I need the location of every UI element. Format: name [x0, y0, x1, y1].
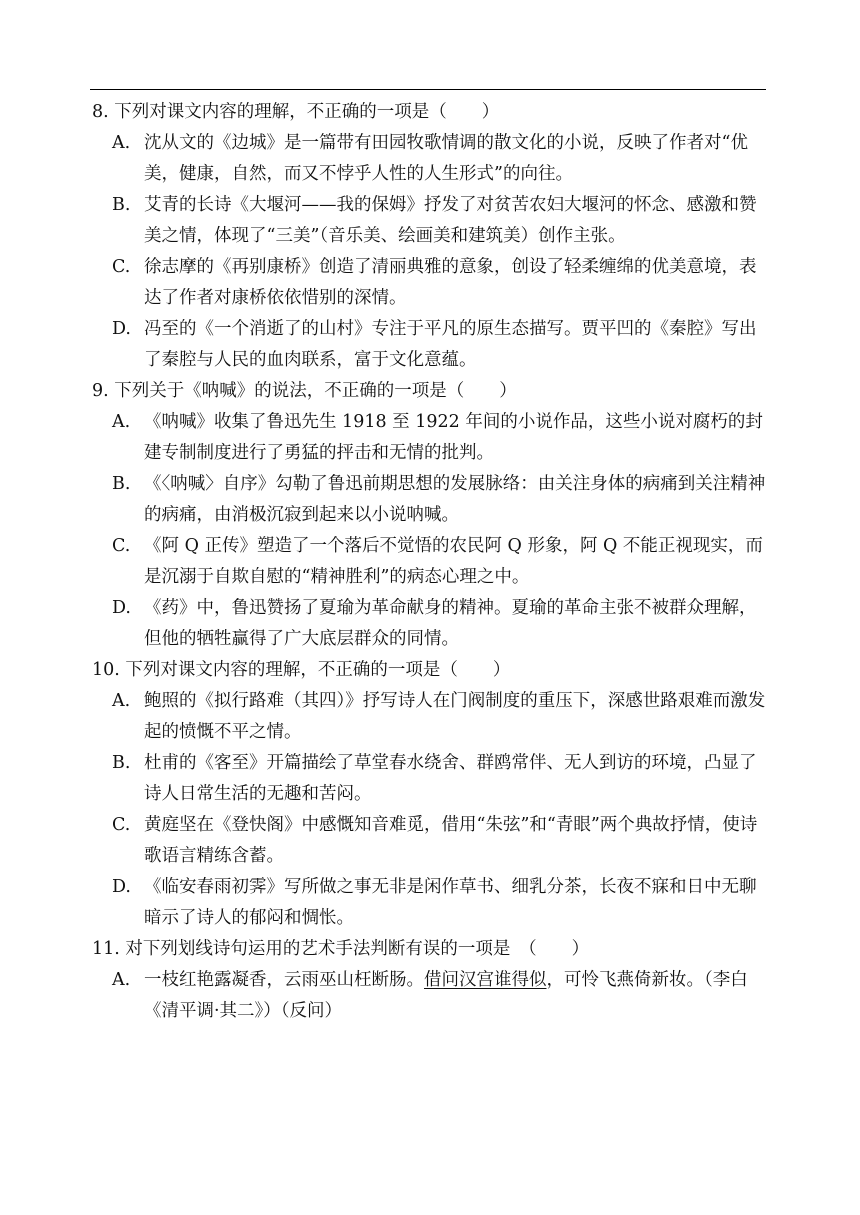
question-10 [92, 655, 768, 934]
option-text: 黄庭坚在《登快阁》中感慨知音难觅，借用“朱弦”和“青眼”两个典故抒情，使诗歌语言精练含蓄。 [144, 815, 758, 866]
option-text: 冯至的《一个消逝了的山村》专注于平凡的原生态描写。贾平凹的《秦腔》写出了秦腔与人民的血肉联系，富于文化意蕴。 [144, 319, 757, 370]
poem-line-before: 一枝红艳露凝香，云雨巫山枉断肠。 [144, 970, 424, 990]
option-d [92, 314, 768, 376]
option-b [92, 190, 768, 252]
option-letter: B. [112, 195, 131, 215]
option-d [92, 872, 768, 934]
question-stem: 9. 下列关于《呐喊》的说法，不正确的一项是（ ） [92, 381, 517, 401]
question-stem: 10. 下列对课文内容的理解，不正确的一项是（ ） [92, 660, 511, 680]
option-b [92, 748, 768, 810]
option-a [92, 686, 768, 748]
question-11 [92, 934, 768, 1027]
option-c [92, 531, 768, 593]
option-letter: A. [112, 412, 131, 432]
option-letter: B. [112, 753, 131, 773]
option-letter: C. [112, 815, 131, 835]
underlined-poem-line: 借问汉宫谁得似 [424, 970, 547, 990]
option-c [92, 252, 768, 314]
poem-line-after: ，可怜飞燕倚新妆。（李白《清平调·其二》）（反问） [144, 970, 748, 1021]
exam-content [92, 97, 768, 1027]
option-text: 艾青的长诗《大堰河——我的保姆》抒发了对贫苦农妇大堰河的怀念、感激和赞美之情，体现了“三美”（音乐美、绘画美和建筑美）创作主张。 [144, 195, 757, 246]
option-letter: D. [112, 598, 131, 618]
option-letter: D. [112, 319, 131, 339]
option-letter: A. [112, 970, 131, 990]
question-stem: 11. 对下列划线诗句运用的艺术手法判断有误的一项是 （ ） [92, 939, 590, 959]
option-letter: A. [112, 133, 131, 153]
option-c [92, 810, 768, 872]
option-text: 沈从文的《边城》是一篇带有田园牧歌情调的散文化的小说，反映了作者对“优美，健康，自然，而又不悖乎人性的人生形式”的向往。 [144, 133, 748, 184]
question-stem: 8. 下列对课文内容的理解，不正确的一项是（ ） [92, 102, 500, 122]
option-letter: C. [112, 536, 131, 556]
option-b [92, 469, 768, 531]
option-text: 徐志摩的《再别康桥》创造了清丽典雅的意象，创设了轻柔缠绵的优美意境，表达了作者对康桥依依惜别的深情。 [144, 257, 757, 308]
option-a [92, 407, 768, 469]
option-text: 杜甫的《客至》开篇描绘了草堂春水绕舍、群鸥常伴、无人到访的环境，凸显了诗人日常生活的无趣和苦闷。 [144, 753, 757, 804]
option-a [92, 128, 768, 190]
option-text: 《〈呐喊〉自序》勾勒了鲁迅前期思想的发展脉络：由关注身体的病痛到关注精神的病痛，由消极沉寂到起来以小说呐喊。 [144, 474, 766, 525]
option-text: 鲍照的《拟行路难（其四）》抒写诗人在门阀制度的重压下，深感世路艰难而激发起的愤慨不平之情。 [144, 691, 766, 742]
option-letter: D. [112, 877, 131, 897]
question-8 [92, 97, 768, 376]
option-d [92, 593, 768, 655]
option-letter: B. [112, 474, 131, 494]
option-letter: C. [112, 257, 131, 277]
question-9 [92, 376, 768, 655]
option-letter: A. [112, 691, 131, 711]
option-text: 《药》中，鲁迅赞扬了夏瑜为革命献身的精神。夏瑜的革命主张不被群众理解，但他的牺牲赢得了广大底层群众的同情。 [144, 598, 757, 649]
option-text: 《呐喊》收集了鲁迅先生 1918 至 1922 年间的小说作品，这些小说对腐朽的封建专制制度进行了勇猛的抨击和无情的批判。 [144, 412, 763, 463]
option-text: 《阿 Q 正传》塑造了一个落后不觉悟的农民阿 Q 形象，阿 Q 不能正视现实，而是沉溺于自欺自慰的“精神胜利”的病态心理之中。 [144, 536, 763, 587]
header-rule [90, 89, 766, 90]
option-text: 《临安春雨初霁》写所做之事无非是闲作草书、细乳分茶，长夜不寐和日中无聊暗示了诗人的郁闷和惆怅。 [144, 877, 757, 928]
option-a [92, 965, 768, 1027]
